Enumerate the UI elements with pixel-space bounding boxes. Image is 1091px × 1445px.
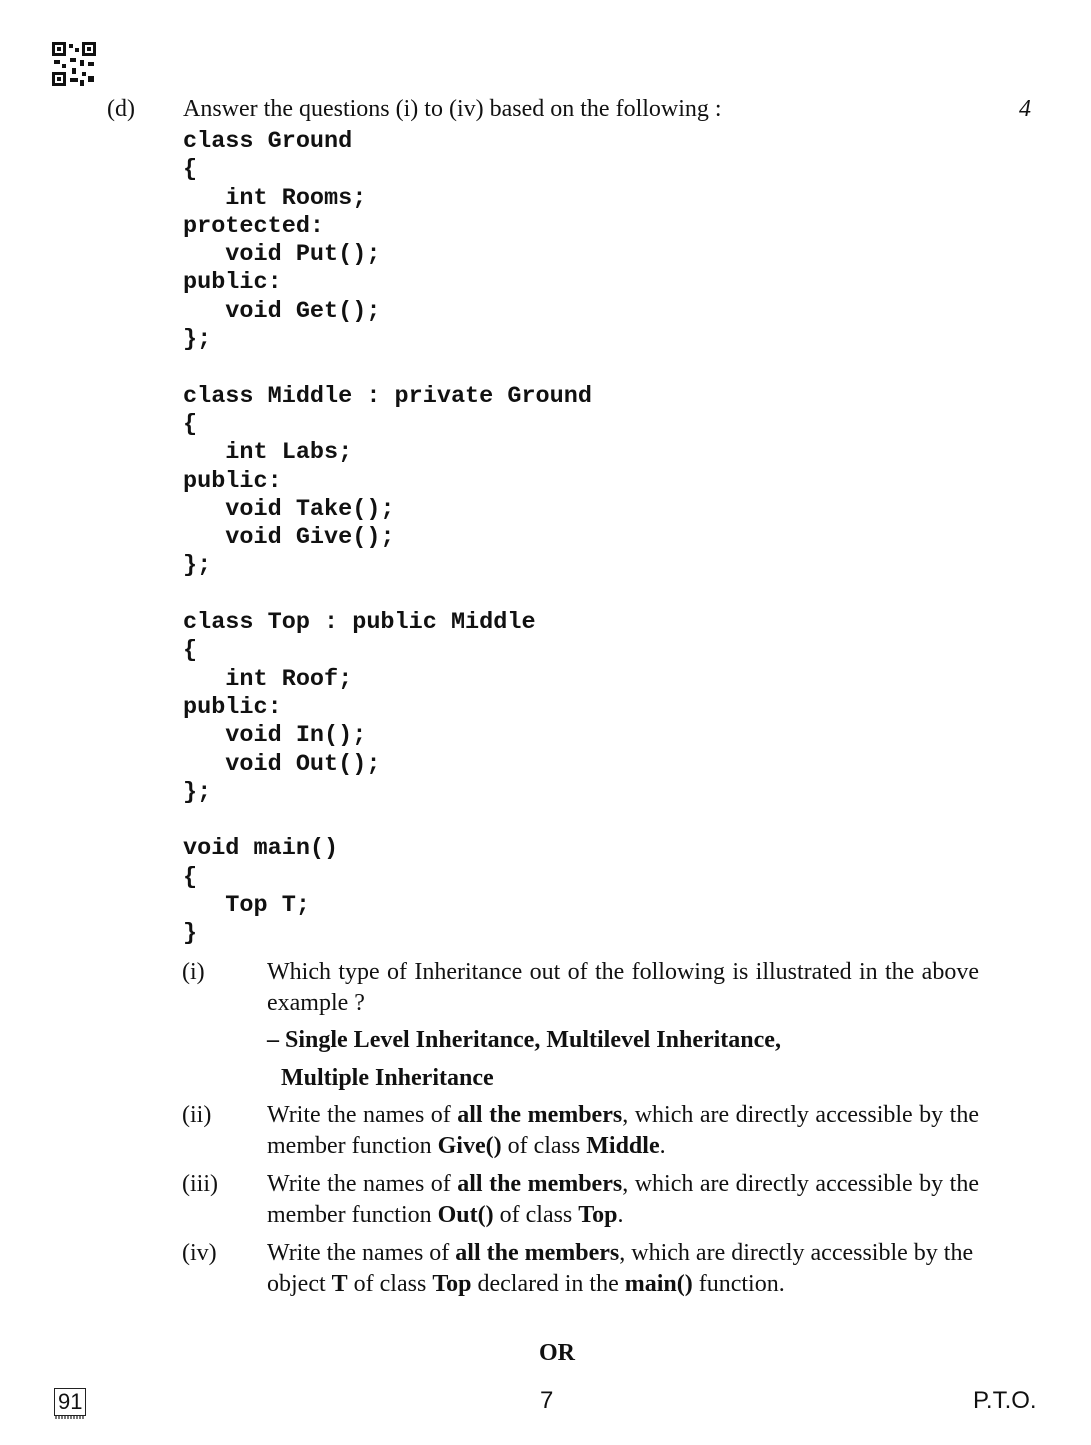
bold-run: main() [624, 1271, 693, 1297]
inheritance-options [267, 1021, 781, 1097]
bold-run: T [331, 1271, 348, 1297]
paper-code [54, 1388, 86, 1416]
or-divider: OR [539, 1340, 575, 1366]
bold-run: Top [578, 1202, 618, 1228]
subquestion-number: (iii) [182, 1171, 218, 1197]
subquestion-text: Which type of Inheritance out of the following is illustrated in the above example ? [267, 959, 979, 1016]
subquestion-number: (i) [182, 959, 205, 985]
subquestion-number: (iv) [182, 1240, 217, 1266]
pto-label: P.T.O. [973, 1387, 1037, 1414]
text-run: . [617, 1202, 624, 1228]
text-run: Write the names of [267, 1102, 458, 1128]
text-run: Write the names of [267, 1240, 456, 1266]
text-run: function. [692, 1271, 785, 1297]
text-run: declared in the [471, 1271, 625, 1297]
text-run: . [659, 1133, 666, 1159]
text-run: of class [501, 1133, 587, 1159]
bold-run: all the members [457, 1102, 623, 1128]
page-number: 7 [540, 1387, 554, 1414]
subquestion-number: (ii) [182, 1102, 212, 1128]
text-run: Write the names of [267, 1171, 458, 1197]
bold-run: all the members [455, 1240, 620, 1266]
text-run: , which are directly accessible by the member function [267, 1102, 979, 1159]
bold-run: Give() [437, 1133, 502, 1159]
bold-run: Out() [437, 1202, 494, 1228]
bold-run: Top [432, 1271, 472, 1297]
code-listing: class Ground { int Rooms; protected: void Put(); public: void Get(); }; class Middle : private Ground { int Labs; public: void Take(); void Give(); }; class Top : public Middle { int Roof; public: void In(); void Out(); }; void main() { Top T; } [183, 128, 592, 948]
text-run: of class [493, 1202, 579, 1228]
paper-code-number: 91 [58, 1389, 83, 1414]
text-run: , which are directly accessible by the member function [267, 1171, 979, 1228]
text-run: of class [347, 1271, 433, 1297]
qr-code-icon [52, 42, 96, 86]
question-text: Answer the questions (i) to (iv) based on the following : [183, 96, 722, 122]
subquestion-text [267, 1238, 979, 1300]
question-marks: 4 [1019, 96, 1031, 122]
options-line-1: – Single Level Inheritance, Multilevel Inheritance, [267, 1027, 781, 1053]
bold-run: all the members [457, 1171, 623, 1197]
subquestion-text [267, 1169, 979, 1231]
options-line-2: Multiple Inheritance [281, 1065, 494, 1091]
question-label: (d) [107, 96, 135, 122]
bold-run: Middle [586, 1133, 660, 1159]
text-run: , which are directly accessible by the object [267, 1240, 974, 1297]
paper-code-microtext [55, 1416, 85, 1419]
subquestion-text [267, 1100, 979, 1162]
